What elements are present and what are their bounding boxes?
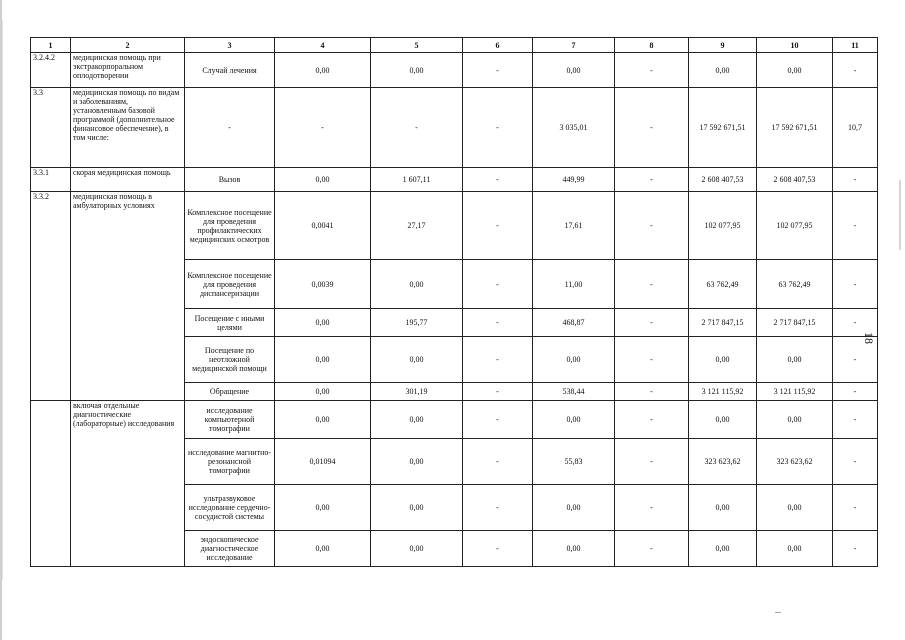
value-cell: - xyxy=(833,401,878,439)
unit-cell: эндоскопическое диагностическое исследование xyxy=(185,531,275,567)
unit-cell: Комплексное посещение для проведения диспансеризации xyxy=(185,260,275,309)
header-cell: 9 xyxy=(689,38,757,53)
header-cell: 7 xyxy=(533,38,615,53)
value-cell: 63 762,49 xyxy=(757,260,833,309)
value-cell: - xyxy=(463,337,533,383)
table-row xyxy=(31,401,878,439)
value-cell: - xyxy=(615,53,689,88)
value-cell: 0,00 xyxy=(757,53,833,88)
header-cell: 8 xyxy=(615,38,689,53)
value-cell: 0,00 xyxy=(689,485,757,531)
value-cell: 468,87 xyxy=(533,309,615,337)
value-cell: - xyxy=(463,383,533,401)
value-cell: 11,00 xyxy=(533,260,615,309)
unit-cell: Посещение с иными целями xyxy=(185,309,275,337)
value-cell: - xyxy=(463,192,533,260)
value-cell: 0,00 xyxy=(689,401,757,439)
value-cell: - xyxy=(463,309,533,337)
value-cell: - xyxy=(463,53,533,88)
value-cell: 0,00 xyxy=(275,309,371,337)
value-cell: - xyxy=(615,401,689,439)
row-title: медицинская помощь по видам и заболеваниям, установленным базовой программой (дополнительное финансовое обеспечение), в том числе: xyxy=(71,88,185,168)
unit-cell: Посещение по неотложной медицинской помощи xyxy=(185,337,275,383)
value-cell: 0,00 xyxy=(371,53,463,88)
value-cell: 0,0041 xyxy=(275,192,371,260)
value-cell: - xyxy=(833,485,878,531)
header-cell: 3 xyxy=(185,38,275,53)
value-cell: 0,00 xyxy=(275,53,371,88)
row-code: 3.2.4.2 xyxy=(31,53,71,88)
value-cell: 27,17 xyxy=(371,192,463,260)
value-cell: - xyxy=(615,383,689,401)
value-cell: 0,00 xyxy=(275,383,371,401)
unit-cell: Обращение xyxy=(185,383,275,401)
value-cell: - xyxy=(833,439,878,485)
value-cell: - xyxy=(615,260,689,309)
header-cell: 4 xyxy=(275,38,371,53)
value-cell: 17 592 671,51 xyxy=(689,88,757,168)
value-cell: 0,00 xyxy=(757,485,833,531)
value-cell: 0,00 xyxy=(275,401,371,439)
row-code: 3.3.2 xyxy=(31,192,71,401)
value-cell: - xyxy=(463,260,533,309)
value-cell: 0,00 xyxy=(371,531,463,567)
value-cell: - xyxy=(463,439,533,485)
value-cell: - xyxy=(615,309,689,337)
value-cell: - xyxy=(833,192,878,260)
table-row xyxy=(31,168,878,192)
value-cell: 0,00 xyxy=(275,168,371,192)
value-cell: - xyxy=(615,485,689,531)
unit-cell: Комплексное посещение для проведения профилактических медицинских осмотров xyxy=(185,192,275,260)
column-number-row xyxy=(31,38,878,53)
unit-cell: Вызов xyxy=(185,168,275,192)
table-row xyxy=(31,53,878,88)
value-cell: - xyxy=(833,260,878,309)
value-cell: 323 623,62 xyxy=(757,439,833,485)
value-cell: - xyxy=(615,168,689,192)
value-cell: 195,77 xyxy=(371,309,463,337)
value-cell: 0,0039 xyxy=(275,260,371,309)
value-cell: - xyxy=(371,88,463,168)
value-cell: - xyxy=(463,88,533,168)
value-cell: 538,44 xyxy=(533,383,615,401)
value-cell: 3 121 115,92 xyxy=(689,383,757,401)
scan-right-mark xyxy=(899,180,901,250)
value-cell: - xyxy=(463,531,533,567)
unit-cell: Случай лечения xyxy=(185,53,275,88)
value-cell: 0,00 xyxy=(275,485,371,531)
value-cell: 63 762,49 xyxy=(689,260,757,309)
row-title: медицинская помощь при экстракорпоральном оплодотворении xyxy=(71,53,185,88)
header-cell: 2 xyxy=(71,38,185,53)
value-cell: - xyxy=(615,192,689,260)
row-title: медицинская помощь в амбулаторных условиях xyxy=(71,192,185,401)
value-cell: 0,00 xyxy=(689,531,757,567)
header-cell: 10 xyxy=(757,38,833,53)
value-cell: 449,99 xyxy=(533,168,615,192)
row-code: 3.3.1 xyxy=(31,168,71,192)
value-cell: - xyxy=(833,309,878,337)
value-cell: - xyxy=(615,337,689,383)
value-cell: - xyxy=(463,168,533,192)
value-cell: 0,00 xyxy=(533,531,615,567)
header-cell: 1 xyxy=(31,38,71,53)
value-cell: 0,00 xyxy=(533,337,615,383)
value-cell: 0,00 xyxy=(371,439,463,485)
value-cell: 2 717 847,15 xyxy=(757,309,833,337)
header-cell: 6 xyxy=(463,38,533,53)
value-cell: - xyxy=(833,383,878,401)
value-cell: 10,7 xyxy=(833,88,878,168)
value-cell: 0,00 xyxy=(757,337,833,383)
value-cell: 0,00 xyxy=(275,531,371,567)
value-cell: - xyxy=(615,439,689,485)
value-cell: 323 623,62 xyxy=(689,439,757,485)
unit-cell: ультразвуковое исследование сердечно-сосудистой системы xyxy=(185,485,275,531)
value-cell: - xyxy=(833,531,878,567)
page-number: 18 xyxy=(862,332,876,344)
value-cell: 2 608 407,53 xyxy=(757,168,833,192)
financing-table xyxy=(30,37,878,567)
row-code xyxy=(31,401,71,567)
value-cell: 0,00 xyxy=(371,337,463,383)
value-cell: 17 592 671,51 xyxy=(757,88,833,168)
value-cell: - xyxy=(833,168,878,192)
scan-speck xyxy=(775,612,781,613)
unit-cell: исследование компьютерной томографии xyxy=(185,401,275,439)
table-row xyxy=(31,192,878,260)
value-cell: 0,00 xyxy=(689,337,757,383)
value-cell: - xyxy=(463,485,533,531)
value-cell: 0,00 xyxy=(757,531,833,567)
value-cell: - xyxy=(275,88,371,168)
value-cell: - xyxy=(615,88,689,168)
value-cell: 0,00 xyxy=(371,260,463,309)
value-cell: 2 608 407,53 xyxy=(689,168,757,192)
row-code: 3.3 xyxy=(31,88,71,168)
value-cell: 0,01094 xyxy=(275,439,371,485)
value-cell: 0,00 xyxy=(371,401,463,439)
value-cell: 17,61 xyxy=(533,192,615,260)
value-cell: 0,00 xyxy=(533,485,615,531)
value-cell: 0,00 xyxy=(689,53,757,88)
value-cell: 0,00 xyxy=(757,401,833,439)
header-cell: 11 xyxy=(833,38,878,53)
value-cell: - xyxy=(833,53,878,88)
value-cell: 2 717 847,15 xyxy=(689,309,757,337)
unit-cell: - xyxy=(185,88,275,168)
value-cell: 0,00 xyxy=(533,53,615,88)
row-title: включая отдельные диагностические (лабораторные) исследования xyxy=(71,401,185,567)
value-cell: 102 077,95 xyxy=(689,192,757,260)
value-cell: 0,00 xyxy=(275,337,371,383)
scan-edge-shadow xyxy=(2,20,3,580)
value-cell: 102 077,95 xyxy=(757,192,833,260)
value-cell: - xyxy=(463,401,533,439)
value-cell: 0,00 xyxy=(533,401,615,439)
value-cell: 3 035,01 xyxy=(533,88,615,168)
value-cell: - xyxy=(833,337,878,383)
value-cell: - xyxy=(615,531,689,567)
header-cell: 5 xyxy=(371,38,463,53)
table-row xyxy=(31,88,878,168)
value-cell: 3 121 115,92 xyxy=(757,383,833,401)
row-title: скорая медицинская помощь xyxy=(71,168,185,192)
value-cell: 301,19 xyxy=(371,383,463,401)
value-cell: 0,00 xyxy=(371,485,463,531)
value-cell: 55,83 xyxy=(533,439,615,485)
value-cell: 1 607,11 xyxy=(371,168,463,192)
unit-cell: исследование магнитно-резонансной томографии xyxy=(185,439,275,485)
